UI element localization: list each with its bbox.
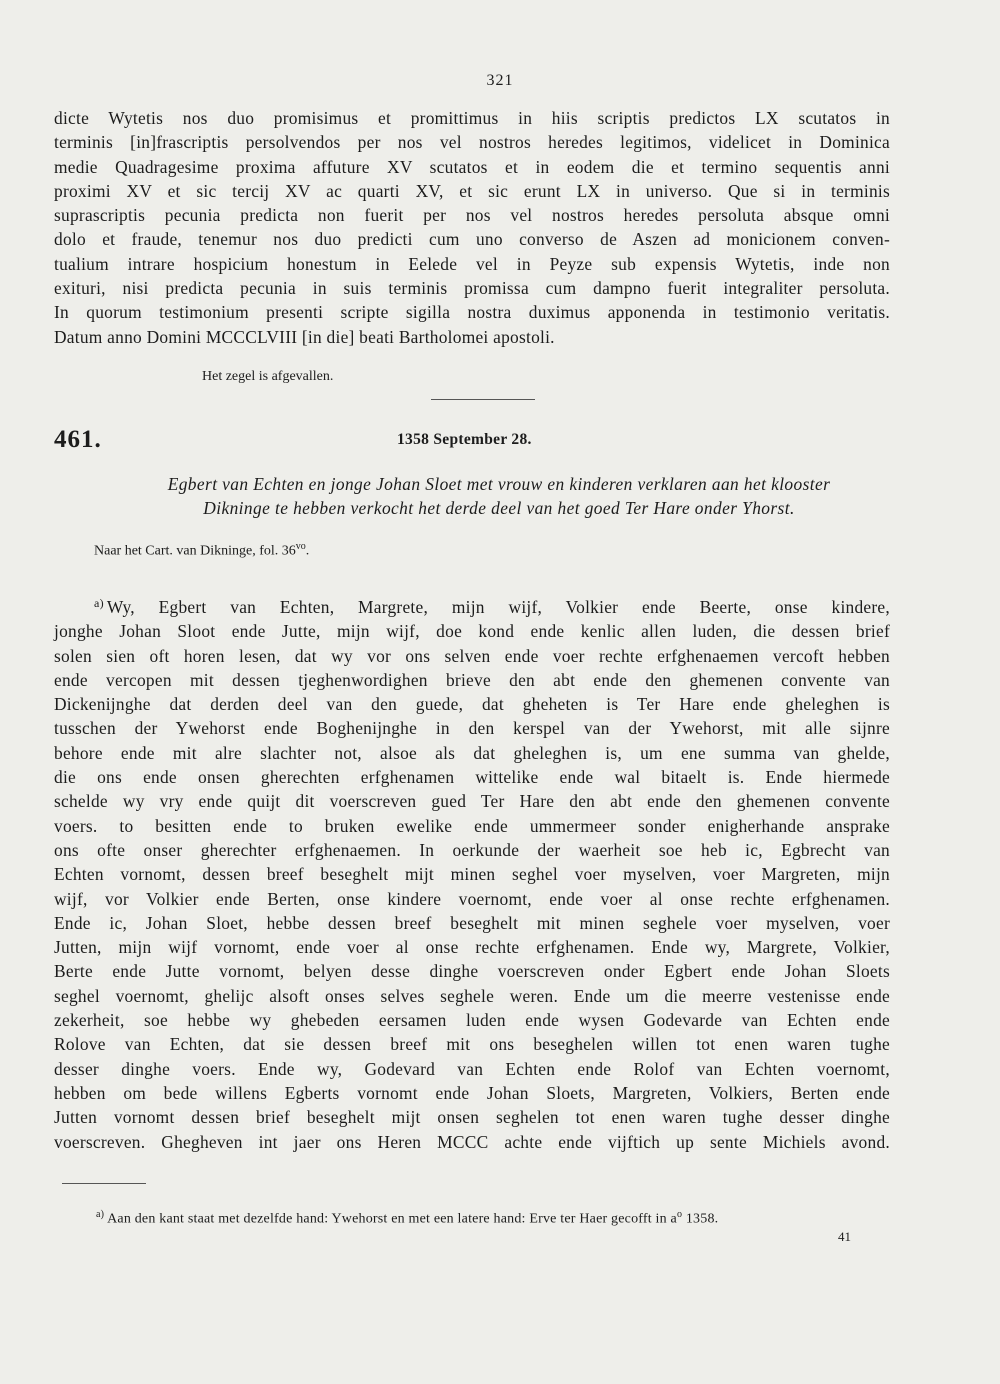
text-line: dolo et fraude, tenemur nos duo predicti cum uno converso de Aszen ad monicionem conven- — [54, 229, 890, 250]
continuation-text — [54, 106, 890, 349]
text-line: schelde wy vry ende quijt dit voerscreven gued Ter Hare den abt ende den ghemenen convente — [54, 791, 890, 812]
source-reference — [94, 541, 309, 560]
text-line: voers. to besitten ende to bruken ewelike ende ummermeer sonder enigherhande ansprake — [54, 815, 890, 836]
section-divider — [431, 399, 535, 400]
footnote-mark: a) — [96, 1209, 105, 1220]
source-superscript: vo — [295, 541, 306, 552]
text-line: In quorum testimonium presenti scripte sigilla nostra duximus apponenda in testimonio veritatis. — [54, 302, 890, 323]
text-line: Echten vornomt, dessen breef beseghelt mijt minen seghel voer myselven, voer Margreten, mijn — [54, 864, 890, 885]
text-line: Berte ende Jutte vornomt, belyen desse dinghe voerscreven onder Egbert ende Johan Sloets — [54, 961, 890, 982]
text-line — [54, 591, 890, 619]
footnote-text: Aan den kant staat met dezelfde hand: Ywehorst en met een latere hand: Erve ter Haer gecofft in a — [107, 1211, 677, 1227]
text-line: terminis [in]frascriptis persolvendos per nos vel nostros heredes legitimos, videlicet in Dominica — [54, 132, 890, 153]
page-number: 321 — [486, 72, 514, 89]
text-line: die ons ende onsen gherechten erfghenamen wittelike ende wal bitaelt is. Ende hiermede — [54, 767, 890, 788]
text-line: solen sien oft horen lesen, dat wy vor ons selven ende voer rechte erfghenaemen vercoft hebben — [54, 645, 890, 666]
text-line: jonghe Johan Sloot ende Jutte, mijn wijf, doe kond ende kenlic allen luden, die dessen brief — [54, 621, 890, 642]
text-line: ende vercopen mit dessen tjeghenwordighen brieve den abt ende den ghemenen convente van — [54, 669, 890, 690]
charter-summary — [54, 472, 944, 520]
footnote-reference: a) — [94, 596, 104, 610]
text-line: hebben om bede willens Egberts vornomt ende Johan Sloets, Margreten, Volkiers, Berten ende — [54, 1082, 890, 1103]
text-line: Jutten vornomt dessen brief beseghelt mijt onsen seghelen tot enen waren tughe desser dinghe — [54, 1107, 890, 1128]
text-line: dicte Wytetis nos duo promisimus et promittimus in hiis scriptis predictos LX scutatos in — [54, 108, 890, 128]
text-line: tusschen der Ywehorst ende Boghenijnghe in den kerspel van der Ywehorst, mit alle sijnre — [54, 718, 890, 739]
text-line: Jutten, mijn wijf vornomt, ende voer al onse rechte erfghenamen. Ende wy, Margrete, Volkier, — [54, 937, 890, 958]
text-line: Datum anno Domini MCCCLVIII [in die] beati Bartholomei apostoli. — [54, 326, 555, 347]
text-line: behore ende mit alre slachter not, alsoe als dat gheleghen is, um ene summa van ghelde, — [54, 742, 890, 763]
seal-note: Het zegel is afgevallen. — [202, 369, 334, 384]
text-line: wijf, vor Volkier ende Berten, onse kindere voernomt, ende voer al onse rechte erfghenamen. — [54, 888, 890, 909]
text-line: proximi XV et sic tercij XV ac quarti XV, et sic erunt LX in universo. Que si in terminis — [54, 180, 890, 201]
text-line: seghel voernomt, ghelijc alsoft onses selves seghele weren. Ende um die meerre vestenisse ende — [54, 985, 890, 1006]
text-line: suprascriptis pecunia predicta non fuerit per nos vel nostros heredes persoluta absque omni — [54, 205, 890, 226]
summary-line: Dikninge te hebben verkocht het derde deel van het goed Ter Hare onder Yhorst. — [203, 498, 795, 518]
charter-date: 1358 September 28. — [397, 431, 532, 448]
footnote-end: 1358. — [682, 1211, 719, 1227]
text-line: Ende ic, Johan Sloet, hebbe dessen breef beseghelt mit minen seghele voer myselven, voer — [54, 912, 890, 933]
source-end: . — [305, 543, 310, 559]
text-line: Rolove van Echten, dat sie dessen breef mit ons beseghelen willen tot enen waren tughe — [54, 1034, 890, 1055]
text-line: medie Quadragesime proxima affuture XV scutatos et in eodem die et termino sequentis anni — [54, 156, 890, 177]
text-line: desser dinghe voers. Ende wy, Godevard van Echten ende Rolof van Echten voernomt, — [54, 1058, 890, 1079]
footnote-superscript: o — [676, 1209, 683, 1220]
summary-line: Egbert van Echten en jonge Johan Sloet met vrouw en kinderen verklaren aan het klooster — [167, 474, 831, 494]
text-line: Dickenijnghe dat derden deel van den guede, dat gheheten is Ter Hare ende gheleghen is — [54, 694, 890, 715]
text-line: zekerheit, soe hebbe wy ghebeden eersamen luden ende wysen Godevarde van Echten ende — [54, 1010, 890, 1031]
text-line: ons ofte onser gherechter erfghenaemen. In oerkunde der waerheit soe heb ic, Egbrecht van — [54, 839, 890, 860]
text-line: tualium intrare hospicium honestum in Eelede vel in Peyze sub expensis Wytetis, inde non — [54, 253, 890, 274]
text-line: voerscreven. Ghegheven int jaer ons Heren MCCC achte ende vijftich up sente Michiels avond. — [54, 1131, 890, 1152]
text-line-content: Wy, Egbert van Echten, Margrete, mijn wijf, Volkier ende Beerte, onse kindere, — [106, 597, 890, 617]
signature-mark: 41 — [838, 1229, 851, 1244]
charter-text — [54, 591, 890, 1154]
footnote — [96, 1209, 718, 1228]
footnote-divider — [62, 1183, 146, 1184]
source-text: Naar het Cart. van Dikninge, fol. 36 — [94, 543, 296, 559]
text-line: exituri, nisi predicta pecunia in suis terminis promissa cum dampno fuerit integraliter persoluta. — [54, 278, 890, 299]
charter-number: 461. — [54, 426, 102, 453]
